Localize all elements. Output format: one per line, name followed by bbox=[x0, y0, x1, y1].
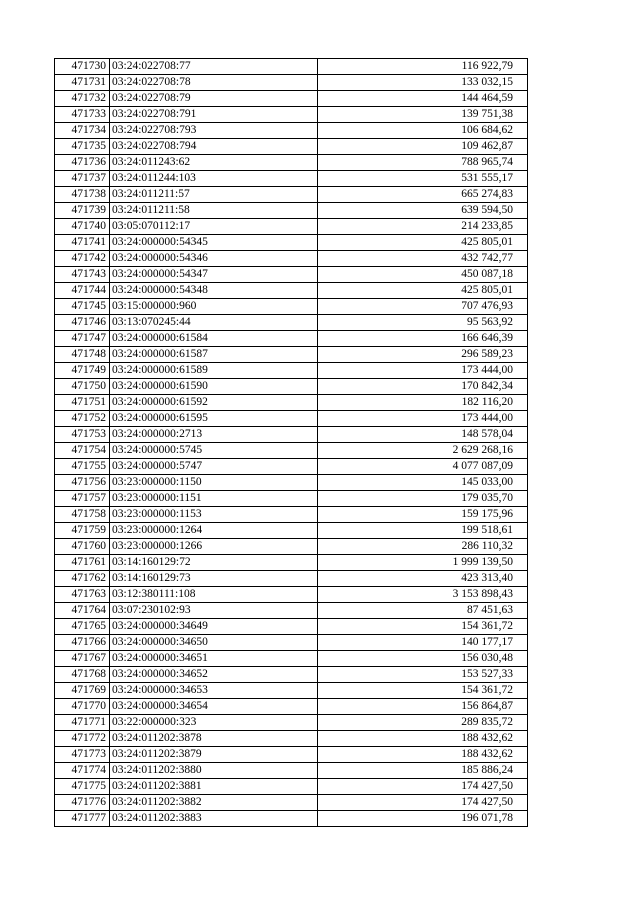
row-id-cell: 471753 bbox=[55, 427, 110, 443]
cadastral-number-cell: 03:24:000000:61590 bbox=[110, 379, 318, 395]
cadastral-value-cell: 170 842,34 bbox=[318, 379, 528, 395]
cadastral-value-cell: 173 444,00 bbox=[318, 411, 528, 427]
row-id-cell: 471759 bbox=[55, 523, 110, 539]
cadastral-number-cell: 03:24:000000:34649 bbox=[110, 619, 318, 635]
row-id-cell: 471773 bbox=[55, 747, 110, 763]
cadastral-value-cell: 4 077 087,09 bbox=[318, 459, 528, 475]
cadastral-value-cell: 154 361,72 bbox=[318, 683, 528, 699]
table-row bbox=[55, 123, 528, 139]
row-id-cell: 471774 bbox=[55, 763, 110, 779]
table-row bbox=[55, 507, 528, 523]
cadastral-number-cell: 03:07:230102:93 bbox=[110, 603, 318, 619]
row-id-cell: 471730 bbox=[55, 59, 110, 75]
cadastral-number-cell: 03:24:011243:62 bbox=[110, 155, 318, 171]
row-id-cell: 471766 bbox=[55, 635, 110, 651]
table-row bbox=[55, 731, 528, 747]
cadastral-value-cell: 166 646,39 bbox=[318, 331, 528, 347]
table-row bbox=[55, 411, 528, 427]
row-id-cell: 471752 bbox=[55, 411, 110, 427]
cadastral-number-cell: 03:13:070245:44 bbox=[110, 315, 318, 331]
table-row bbox=[55, 459, 528, 475]
row-id-cell: 471764 bbox=[55, 603, 110, 619]
cadastral-number-cell: 03:24:022708:794 bbox=[110, 139, 318, 155]
table-row bbox=[55, 811, 528, 827]
table-row bbox=[55, 779, 528, 795]
cadastral-value-cell: 3 153 898,43 bbox=[318, 587, 528, 603]
cadastral-number-cell: 03:24:000000:34651 bbox=[110, 651, 318, 667]
cadastral-value-cell: 425 805,01 bbox=[318, 283, 528, 299]
cadastral-value-table bbox=[54, 58, 528, 827]
cadastral-value-cell: 139 751,38 bbox=[318, 107, 528, 123]
table-row bbox=[55, 667, 528, 683]
cadastral-number-cell: 03:22:000000:323 bbox=[110, 715, 318, 731]
table-row bbox=[55, 491, 528, 507]
cadastral-value-cell: 174 427,50 bbox=[318, 795, 528, 811]
row-id-cell: 471744 bbox=[55, 283, 110, 299]
cadastral-value-cell: 432 742,77 bbox=[318, 251, 528, 267]
cadastral-number-cell: 03:23:000000:1264 bbox=[110, 523, 318, 539]
table-row bbox=[55, 555, 528, 571]
table-row bbox=[55, 475, 528, 491]
table-row bbox=[55, 427, 528, 443]
row-id-cell: 471749 bbox=[55, 363, 110, 379]
cadastral-number-cell: 03:24:000000:2713 bbox=[110, 427, 318, 443]
row-id-cell: 471741 bbox=[55, 235, 110, 251]
table-row bbox=[55, 219, 528, 235]
row-id-cell: 471771 bbox=[55, 715, 110, 731]
cadastral-number-cell: 03:24:000000:5747 bbox=[110, 459, 318, 475]
cadastral-value-cell: 707 476,93 bbox=[318, 299, 528, 315]
cadastral-value-cell: 156 030,48 bbox=[318, 651, 528, 667]
cadastral-number-cell: 03:24:000000:61584 bbox=[110, 331, 318, 347]
row-id-cell: 471732 bbox=[55, 91, 110, 107]
cadastral-number-cell: 03:23:000000:1266 bbox=[110, 539, 318, 555]
cadastral-number-cell: 03:24:000000:61589 bbox=[110, 363, 318, 379]
table-row bbox=[55, 683, 528, 699]
table-row bbox=[55, 587, 528, 603]
cadastral-value-cell: 665 274,83 bbox=[318, 187, 528, 203]
cadastral-number-cell: 03:24:022708:79 bbox=[110, 91, 318, 107]
row-id-cell: 471772 bbox=[55, 731, 110, 747]
table-row bbox=[55, 171, 528, 187]
cadastral-number-cell: 03:24:011202:3883 bbox=[110, 811, 318, 827]
cadastral-number-cell: 03:24:000000:34653 bbox=[110, 683, 318, 699]
cadastral-number-cell: 03:24:000000:61592 bbox=[110, 395, 318, 411]
table-row bbox=[55, 75, 528, 91]
table-row bbox=[55, 523, 528, 539]
row-id-cell: 471777 bbox=[55, 811, 110, 827]
table-row bbox=[55, 331, 528, 347]
table-row bbox=[55, 251, 528, 267]
table-row bbox=[55, 715, 528, 731]
table-row bbox=[55, 139, 528, 155]
row-id-cell: 471760 bbox=[55, 539, 110, 555]
table-row bbox=[55, 651, 528, 667]
row-id-cell: 471742 bbox=[55, 251, 110, 267]
row-id-cell: 471757 bbox=[55, 491, 110, 507]
cadastral-value-cell: 153 527,33 bbox=[318, 667, 528, 683]
cadastral-value-cell: 173 444,00 bbox=[318, 363, 528, 379]
row-id-cell: 471761 bbox=[55, 555, 110, 571]
row-id-cell: 471762 bbox=[55, 571, 110, 587]
table-row bbox=[55, 795, 528, 811]
cadastral-number-cell: 03:24:011244:103 bbox=[110, 171, 318, 187]
row-id-cell: 471750 bbox=[55, 379, 110, 395]
table-row bbox=[55, 299, 528, 315]
table-row bbox=[55, 395, 528, 411]
table-row bbox=[55, 619, 528, 635]
table-row bbox=[55, 571, 528, 587]
cadastral-number-cell: 03:24:022708:78 bbox=[110, 75, 318, 91]
cadastral-number-cell: 03:24:022708:77 bbox=[110, 59, 318, 75]
cadastral-number-cell: 03:24:000000:61595 bbox=[110, 411, 318, 427]
cadastral-number-cell: 03:24:000000:54347 bbox=[110, 267, 318, 283]
row-id-cell: 471767 bbox=[55, 651, 110, 667]
row-id-cell: 471736 bbox=[55, 155, 110, 171]
cadastral-value-cell: 185 886,24 bbox=[318, 763, 528, 779]
cadastral-value-cell: 1 999 139,50 bbox=[318, 555, 528, 571]
table-row bbox=[55, 443, 528, 459]
row-id-cell: 471737 bbox=[55, 171, 110, 187]
table-row bbox=[55, 267, 528, 283]
cadastral-number-cell: 03:23:000000:1151 bbox=[110, 491, 318, 507]
table-row bbox=[55, 155, 528, 171]
cadastral-value-cell: 174 427,50 bbox=[318, 779, 528, 795]
table-row bbox=[55, 91, 528, 107]
cadastral-value-cell: 145 033,00 bbox=[318, 475, 528, 491]
cadastral-value-cell: 188 432,62 bbox=[318, 731, 528, 747]
row-id-cell: 471734 bbox=[55, 123, 110, 139]
table-row bbox=[55, 203, 528, 219]
cadastral-value-cell: 214 233,85 bbox=[318, 219, 528, 235]
row-id-cell: 471756 bbox=[55, 475, 110, 491]
table-row bbox=[55, 283, 528, 299]
row-id-cell: 471776 bbox=[55, 795, 110, 811]
cadastral-value-cell: 87 451,63 bbox=[318, 603, 528, 619]
table-row bbox=[55, 59, 528, 75]
cadastral-number-cell: 03:24:000000:61587 bbox=[110, 347, 318, 363]
cadastral-number-cell: 03:14:160129:72 bbox=[110, 555, 318, 571]
table-row bbox=[55, 379, 528, 395]
cadastral-number-cell: 03:23:000000:1153 bbox=[110, 507, 318, 523]
row-id-cell: 471748 bbox=[55, 347, 110, 363]
cadastral-number-cell: 03:24:011202:3878 bbox=[110, 731, 318, 747]
cadastral-value-cell: 425 805,01 bbox=[318, 235, 528, 251]
table-row bbox=[55, 603, 528, 619]
cadastral-value-cell: 159 175,96 bbox=[318, 507, 528, 523]
cadastral-value-cell: 286 110,32 bbox=[318, 539, 528, 555]
row-id-cell: 471755 bbox=[55, 459, 110, 475]
table-row bbox=[55, 235, 528, 251]
row-id-cell: 471775 bbox=[55, 779, 110, 795]
row-id-cell: 471769 bbox=[55, 683, 110, 699]
cadastral-number-cell: 03:24:022708:791 bbox=[110, 107, 318, 123]
table-body bbox=[55, 59, 528, 827]
row-id-cell: 471743 bbox=[55, 267, 110, 283]
row-id-cell: 471758 bbox=[55, 507, 110, 523]
cadastral-number-cell: 03:24:000000:54345 bbox=[110, 235, 318, 251]
table-row bbox=[55, 347, 528, 363]
cadastral-number-cell: 03:24:011211:57 bbox=[110, 187, 318, 203]
cadastral-value-cell: 531 555,17 bbox=[318, 171, 528, 187]
row-id-cell: 471747 bbox=[55, 331, 110, 347]
table-row bbox=[55, 187, 528, 203]
cadastral-value-cell: 423 313,40 bbox=[318, 571, 528, 587]
row-id-cell: 471740 bbox=[55, 219, 110, 235]
row-id-cell: 471763 bbox=[55, 587, 110, 603]
table-row bbox=[55, 315, 528, 331]
cadastral-number-cell: 03:14:160129:73 bbox=[110, 571, 318, 587]
cadastral-value-cell: 154 361,72 bbox=[318, 619, 528, 635]
cadastral-value-cell: 199 518,61 bbox=[318, 523, 528, 539]
cadastral-number-cell: 03:23:000000:1150 bbox=[110, 475, 318, 491]
cadastral-number-cell: 03:24:000000:34652 bbox=[110, 667, 318, 683]
cadastral-number-cell: 03:24:011211:58 bbox=[110, 203, 318, 219]
cadastral-value-cell: 179 035,70 bbox=[318, 491, 528, 507]
cadastral-number-cell: 03:24:011202:3879 bbox=[110, 747, 318, 763]
cadastral-value-cell: 788 965,74 bbox=[318, 155, 528, 171]
row-id-cell: 471746 bbox=[55, 315, 110, 331]
cadastral-value-cell: 182 116,20 bbox=[318, 395, 528, 411]
cadastral-number-cell: 03:24:011202:3882 bbox=[110, 795, 318, 811]
cadastral-number-cell: 03:05:070112:17 bbox=[110, 219, 318, 235]
table-row bbox=[55, 363, 528, 379]
cadastral-value-cell: 140 177,17 bbox=[318, 635, 528, 651]
cadastral-number-cell: 03:15:000000:960 bbox=[110, 299, 318, 315]
row-id-cell: 471765 bbox=[55, 619, 110, 635]
row-id-cell: 471751 bbox=[55, 395, 110, 411]
row-id-cell: 471738 bbox=[55, 187, 110, 203]
table-row bbox=[55, 763, 528, 779]
row-id-cell: 471745 bbox=[55, 299, 110, 315]
cadastral-number-cell: 03:24:000000:54346 bbox=[110, 251, 318, 267]
cadastral-value-cell: 2 629 268,16 bbox=[318, 443, 528, 459]
cadastral-number-cell: 03:24:000000:34650 bbox=[110, 635, 318, 651]
cadastral-value-cell: 296 589,23 bbox=[318, 347, 528, 363]
table-row bbox=[55, 107, 528, 123]
table-row bbox=[55, 699, 528, 715]
cadastral-number-cell: 03:24:000000:34654 bbox=[110, 699, 318, 715]
table-row bbox=[55, 539, 528, 555]
table-row bbox=[55, 747, 528, 763]
cadastral-value-cell: 196 071,78 bbox=[318, 811, 528, 827]
cadastral-value-cell: 639 594,50 bbox=[318, 203, 528, 219]
cadastral-value-cell: 116 922,79 bbox=[318, 59, 528, 75]
cadastral-number-cell: 03:12:380111:108 bbox=[110, 587, 318, 603]
cadastral-value-cell: 95 563,92 bbox=[318, 315, 528, 331]
cadastral-value-cell: 133 032,15 bbox=[318, 75, 528, 91]
cadastral-value-cell: 450 087,18 bbox=[318, 267, 528, 283]
cadastral-number-cell: 03:24:011202:3880 bbox=[110, 763, 318, 779]
cadastral-value-cell: 144 464,59 bbox=[318, 91, 528, 107]
cadastral-value-cell: 148 578,04 bbox=[318, 427, 528, 443]
cadastral-number-cell: 03:24:000000:5745 bbox=[110, 443, 318, 459]
cadastral-value-cell: 289 835,72 bbox=[318, 715, 528, 731]
row-id-cell: 471754 bbox=[55, 443, 110, 459]
cadastral-number-cell: 03:24:022708:793 bbox=[110, 123, 318, 139]
cadastral-value-cell: 109 462,87 bbox=[318, 139, 528, 155]
cadastral-value-cell: 156 864,87 bbox=[318, 699, 528, 715]
cadastral-number-cell: 03:24:011202:3881 bbox=[110, 779, 318, 795]
row-id-cell: 471768 bbox=[55, 667, 110, 683]
row-id-cell: 471739 bbox=[55, 203, 110, 219]
row-id-cell: 471731 bbox=[55, 75, 110, 91]
row-id-cell: 471733 bbox=[55, 107, 110, 123]
table-row bbox=[55, 635, 528, 651]
cadastral-number-cell: 03:24:000000:54348 bbox=[110, 283, 318, 299]
cadastral-value-cell: 188 432,62 bbox=[318, 747, 528, 763]
row-id-cell: 471770 bbox=[55, 699, 110, 715]
cadastral-value-cell: 106 684,62 bbox=[318, 123, 528, 139]
row-id-cell: 471735 bbox=[55, 139, 110, 155]
